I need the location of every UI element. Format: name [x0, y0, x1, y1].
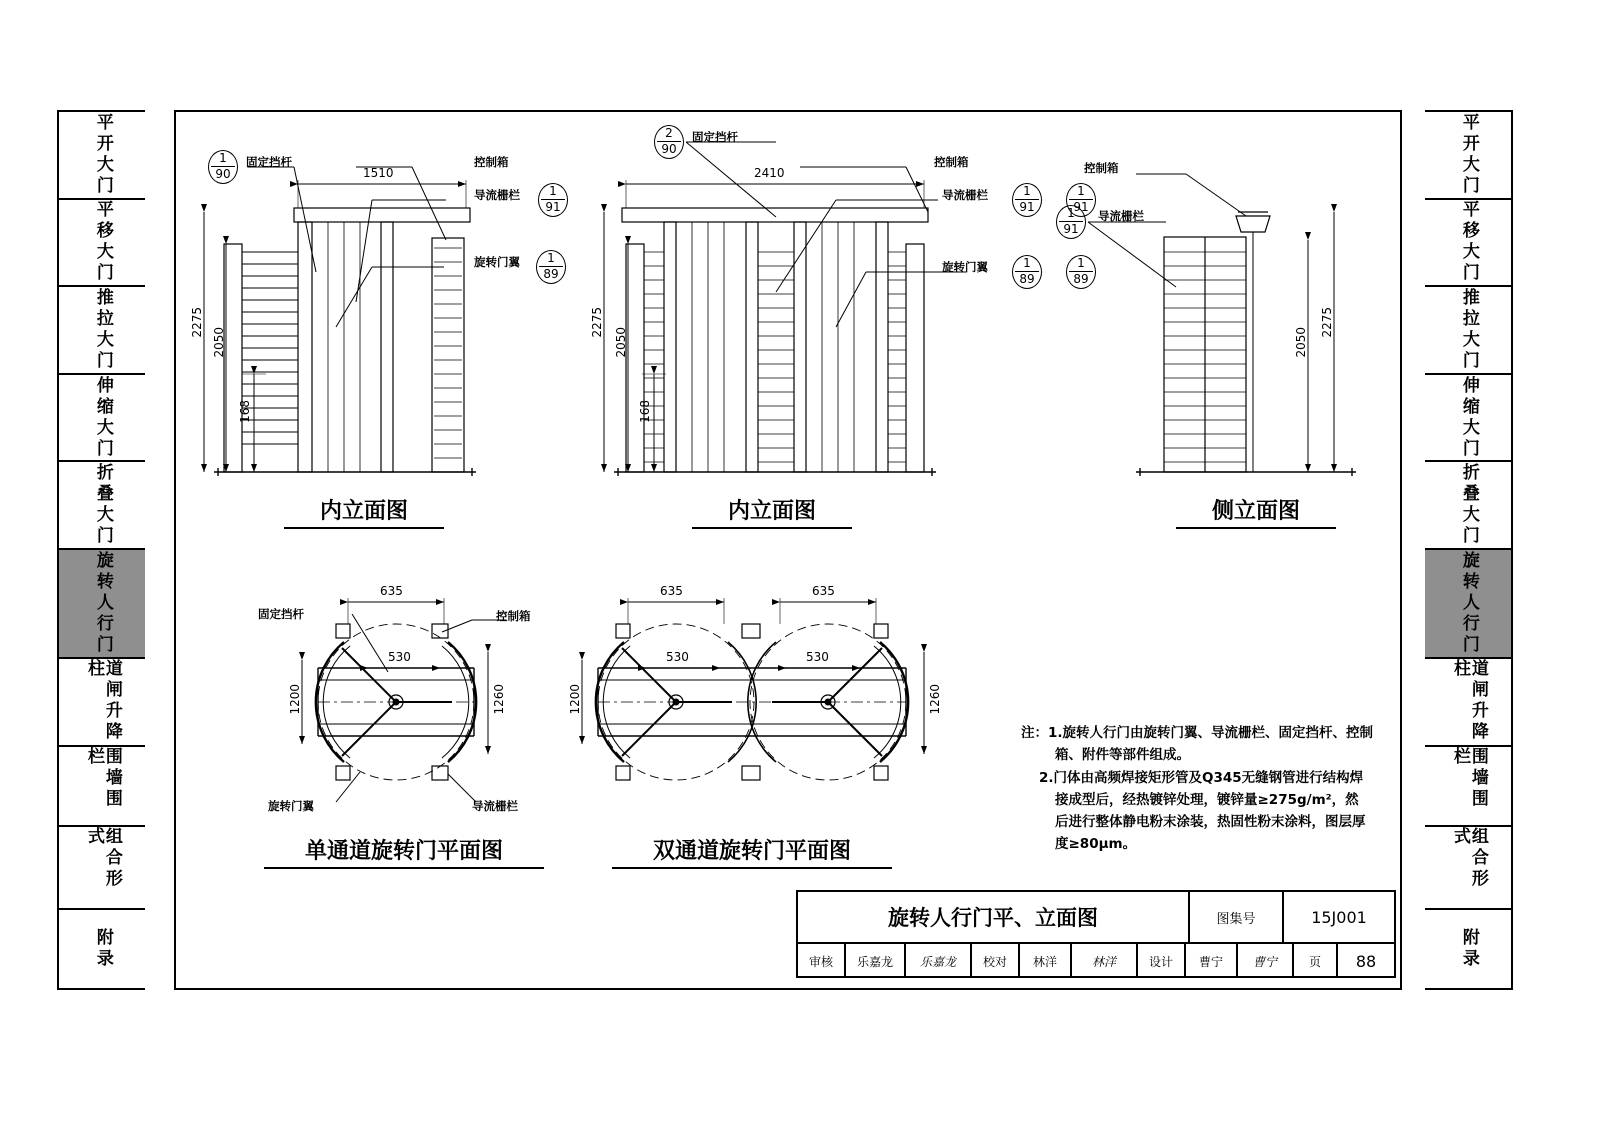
callout-number: 1	[1077, 256, 1085, 270]
callout-sheet: 91	[1073, 200, 1089, 214]
callout-sheet: 90	[215, 167, 231, 181]
sidebar-item-1[interactable]	[1425, 112, 1511, 200]
note-line: 注：1.旋转人行门由旋转门翼、导流栅栏、固定挡杆、控制	[1021, 725, 1374, 741]
caption-view1: 内立面图	[284, 494, 444, 529]
dim-p1-w2: 530	[388, 650, 411, 664]
dim-v2-h1: 2275	[590, 307, 604, 338]
sidebar-item-9[interactable]	[1425, 827, 1511, 911]
sidebar-item-4[interactable]	[59, 375, 145, 463]
sidebar-item-2[interactable]	[1425, 200, 1511, 288]
dim-v3-h1: 2050	[1294, 327, 1308, 358]
sidebar-item-8[interactable]	[59, 747, 145, 827]
callout-number: 1	[1023, 184, 1031, 198]
caption-view3: 侧立面图	[1176, 494, 1336, 529]
sidebar-right	[1425, 110, 1513, 990]
dim-p2-w1: 635	[660, 584, 683, 598]
caption-view2: 内立面图	[692, 494, 852, 529]
sidebar-item-label: 旋转人行门	[1458, 551, 1479, 657]
label-control-box-v2: 控制箱	[934, 155, 969, 169]
dim-v1-width: 1510	[363, 166, 394, 180]
sidebar-item-label: 组合形式	[1450, 826, 1488, 890]
caption-plan1: 单通道旋转门平面图	[264, 834, 544, 869]
callout-bubble-2-90	[654, 125, 684, 159]
callout-number: 1	[219, 151, 227, 165]
drawing-frame	[174, 110, 1402, 990]
callout-sheet: 91	[1019, 200, 1035, 214]
page-label: 页	[1294, 944, 1338, 978]
label-control-box-v1: 控制箱	[474, 155, 509, 169]
sidebar-item-label: 平开大门	[1458, 112, 1479, 197]
sidebar-item-10[interactable]	[1425, 910, 1511, 988]
dim-p1-hr: 1260	[492, 684, 506, 715]
callout-sheet: 91	[1063, 222, 1079, 236]
sidebar-item-8[interactable]	[1425, 747, 1511, 827]
page-number: 88	[1355, 951, 1377, 971]
sidebar-item-1[interactable]	[59, 112, 145, 200]
sidebar-item-label: 推拉大门	[1458, 287, 1479, 372]
label-control-box-v3: 控制箱	[1084, 161, 1119, 175]
sidebar-item-label: 围墙围栏	[1450, 747, 1488, 811]
dim-v3-h2: 2275	[1320, 307, 1334, 338]
design-signature: 曹宁	[1238, 944, 1294, 978]
callout-number: 1	[549, 184, 557, 198]
sidebar-item-label: 折叠大门	[1458, 463, 1479, 548]
sidebar-item-label: 平移大门	[1458, 200, 1479, 285]
drawing-canvas	[176, 112, 1400, 988]
sidebar-item-4[interactable]	[1425, 375, 1511, 463]
sidebar-item-5[interactable]	[1425, 462, 1511, 550]
label-guide-rail-v1: 导流栅栏	[474, 188, 520, 202]
label-guide-rail-v3: 导流栅栏	[1098, 209, 1144, 223]
sidebar-item-label: 组合形式	[84, 826, 122, 890]
dim-v1-h2: 2050	[212, 327, 226, 358]
dim-v1-h3: 168	[238, 400, 252, 423]
label-fixed-bar-v1: 固定挡杆	[246, 155, 292, 169]
label-rotating-wing-v1: 旋转门翼	[474, 255, 520, 269]
sidebar-item-label: 旋转人行门	[92, 551, 113, 657]
callout-bubble-1-89	[536, 250, 566, 284]
sidebar-item-label: 道闸升降柱	[84, 659, 122, 744]
callout-bubble-1-91	[538, 183, 568, 217]
atlas-number-value: 15J001	[1311, 907, 1367, 927]
check-name: 林洋	[1020, 944, 1072, 978]
sidebar-item-10[interactable]	[59, 910, 145, 988]
sidebar-item-label: 推拉大门	[92, 287, 113, 372]
review-signature: 乐嘉龙	[906, 944, 972, 978]
label-guide-rail-p1: 导流栅栏	[472, 799, 518, 813]
callout-sheet: 89	[1073, 272, 1089, 286]
label-guide-rail-v2: 导流栅栏	[942, 188, 988, 202]
callout-number: 2	[665, 126, 673, 140]
dim-p1-hl: 1200	[288, 684, 302, 715]
note-line: 2.门体由高频焊接矩形管及Q345无缝钢管进行结构焊	[1039, 769, 1364, 786]
callout-number: 1	[1067, 206, 1075, 220]
note-line: 箱、附件等部件组成。	[1055, 747, 1190, 764]
sidebar-item-5[interactable]	[59, 462, 145, 550]
check-label: 校对	[972, 944, 1020, 978]
dim-v2-h2: 2050	[614, 327, 628, 358]
sidebar-item-3[interactable]	[59, 287, 145, 375]
callout-number: 1	[1023, 256, 1031, 270]
dim-v2-h3: 168	[638, 400, 652, 423]
review-name: 乐嘉龙	[846, 944, 906, 978]
sheet-title: 旋转人行门平、立面图	[798, 892, 1190, 942]
dim-p2-w3: 530	[666, 650, 689, 664]
dim-v2-width: 2410	[754, 166, 785, 180]
sidebar-item-6[interactable]	[59, 550, 145, 660]
dim-p1-w1: 635	[380, 584, 403, 598]
callout-sheet: 89	[543, 267, 559, 281]
label-fixed-bar-v2: 固定挡杆	[692, 130, 738, 144]
sidebar-item-9[interactable]	[59, 827, 145, 911]
sidebar-item-2[interactable]	[59, 200, 145, 288]
review-label: 审核	[798, 944, 846, 978]
check-signature: 林洋	[1072, 944, 1138, 978]
callout-number: 1	[1077, 184, 1085, 198]
dim-p2-w2: 635	[812, 584, 835, 598]
title-block	[796, 890, 1396, 978]
caption-plan2: 双通道旋转门平面图	[612, 834, 892, 869]
callout-bubble-2-89b	[1066, 255, 1096, 289]
callout-number: 1	[547, 251, 555, 265]
note-line: 接成型后，经热镀锌处理，镀锌量≥275g/m²，然	[1055, 791, 1359, 808]
callout-bubble-2-91a	[1012, 183, 1042, 217]
sidebar-left	[57, 110, 145, 990]
sidebar-item-label: 附录	[92, 928, 113, 971]
callout-bubble-2-89a	[1012, 255, 1042, 289]
atlas-number-label: 图集号	[1190, 892, 1284, 942]
label-rotating-wing-v2: 旋转门翼	[942, 260, 988, 274]
sidebar-item-label: 伸缩大门	[1458, 375, 1479, 460]
sidebar-item-label: 平开大门	[92, 112, 113, 197]
dim-p2-hr: 1260	[928, 684, 942, 715]
callout-sheet: 91	[545, 200, 561, 214]
callout-sheet: 89	[1019, 272, 1035, 286]
dim-v1-h1: 2275	[190, 307, 204, 338]
note-line: 度≥80μm。	[1055, 836, 1137, 853]
sidebar-item-6[interactable]	[1425, 550, 1511, 660]
sidebar-item-label: 道闸升降柱	[1450, 659, 1488, 744]
label-rotating-wing-p1: 旋转门翼	[268, 799, 314, 813]
callout-sheet: 90	[661, 142, 677, 156]
design-label: 设计	[1138, 944, 1186, 978]
note-line: 后进行整体静电粉末涂装，热固性粉末涂料，图层厚	[1055, 814, 1366, 831]
sidebar-item-label: 伸缩大门	[92, 375, 113, 460]
sidebar-item-label: 围墙围栏	[84, 747, 122, 811]
design-name: 曹宁	[1186, 944, 1238, 978]
sidebar-item-label: 折叠大门	[92, 463, 113, 548]
dim-p2-hl: 1200	[568, 684, 582, 715]
sidebar-item-label: 附录	[1458, 928, 1479, 971]
sidebar-item-3[interactable]	[1425, 287, 1511, 375]
callout-bubble-3-91	[1056, 205, 1086, 239]
sidebar-item-7[interactable]	[1425, 659, 1511, 747]
label-fixed-bar-p1: 固定挡杆	[258, 607, 304, 621]
label-control-box-p1: 控制箱	[496, 609, 531, 623]
sidebar-item-label: 平移大门	[92, 200, 113, 285]
dim-p2-w4: 530	[806, 650, 829, 664]
sidebar-item-7[interactable]	[59, 659, 145, 747]
callout-bubble-1-90	[208, 150, 238, 184]
notes-block	[1021, 722, 1391, 856]
